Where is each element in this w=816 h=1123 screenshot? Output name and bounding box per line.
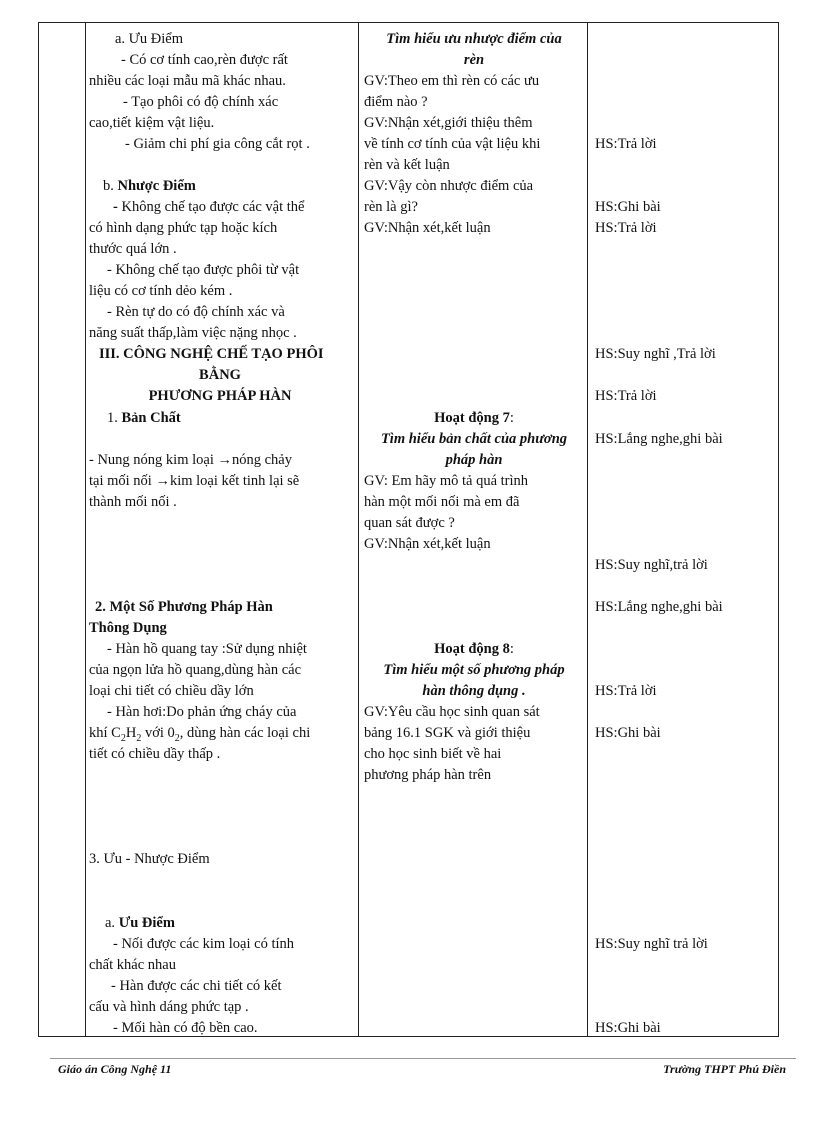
footer-title: Giáo án Công Nghệ 11 (58, 1062, 172, 1076)
student-line: HS:Trả lời (595, 220, 657, 236)
content-line: - Giảm chi phí gia công cắt rọt . (125, 136, 310, 152)
content-line: - Mối hàn có độ bền cao. (113, 1020, 258, 1036)
lesson-table (38, 22, 779, 1037)
student-line: HS:Lắng nghe,ghi bài (595, 431, 723, 447)
content-line: khí $C_2H_2$ với $0_2$, dùng hàn các loại chi (89, 725, 311, 744)
teacher-line: GV: Em hãy mô tả quá trình (364, 473, 529, 489)
teacher-line: bảng 16.1 SGK và giới thiệu (364, 725, 531, 741)
section-heading: PHƯƠNG PHÁP HÀN (148, 388, 292, 404)
section-heading: III. CÔNG NGHỆ CHẾ TẠO PHÔI (99, 346, 324, 362)
subheading-ban-chat: 1. Bản Chất (107, 410, 181, 426)
teacher-line: phương pháp hàn trên (364, 767, 492, 783)
student-line: HS:Suy nghĩ trả lời (595, 936, 708, 952)
footer-divider (50, 1058, 796, 1059)
teacher-line: về tính cơ tính của vật liệu khi (364, 136, 541, 152)
activity-title: Tìm hiểu ưu nhược điểm của (386, 31, 562, 47)
teacher-line: quan sát được ? (364, 515, 455, 531)
teacher-line: rèn và kết luận (364, 157, 450, 173)
content-line: - Nung nóng kim loại →nóng chảy (89, 452, 292, 468)
teacher-line: GV:Nhận xét,giới thiệu thêm (364, 115, 533, 131)
arrow-icon: → (217, 452, 232, 468)
content-line: thành mối nối . (89, 494, 177, 510)
teacher-line: hàn một mối nối mà em đã (364, 494, 520, 510)
content-line: - Tạo phôi có độ chính xác (123, 94, 279, 110)
content-column (85, 23, 359, 1036)
student-line: HS:Suy nghĩ,trả lời (595, 557, 708, 573)
section-heading: BẰNG (199, 367, 241, 383)
subheading-nhuoc-diem: b. Nhược Điểm (103, 178, 196, 194)
student-column (591, 23, 777, 1036)
content-line: nhiều các loại mẫu mã khác nhau. (89, 73, 286, 89)
student-line: HS:Trả lời (595, 388, 657, 404)
activity-title: Tìm hiểu một số phương pháp (383, 662, 565, 678)
content-line: tại mối nối →kim loại kết tinh lại sẽ (89, 473, 300, 489)
content-line: có hình dạng phức tạp hoặc kích (89, 220, 278, 236)
activity-heading: Hoạt động 7: (434, 410, 514, 426)
teacher-line: GV:Vậy còn nhược điểm của (364, 178, 534, 194)
content-line: a. Ưu Điểm (115, 31, 184, 47)
column-divider (587, 23, 588, 1036)
content-line: - Nối được các kim loại có tính (113, 936, 295, 952)
content-line: cấu và hình dáng phức tạp . (89, 999, 249, 1015)
content-line: cao,tiết kiệm vật liệu. (89, 115, 215, 131)
activity-title: hàn thông dụng . (422, 683, 526, 699)
teacher-line: cho học sinh biết về hai (364, 746, 502, 762)
teacher-line: rèn là gì? (364, 199, 418, 215)
activity-title: pháp hàn (445, 452, 503, 468)
arrow-icon: → (155, 473, 170, 489)
teacher-line: GV:Nhận xét,kết luận (364, 536, 491, 552)
activity-title: Tìm hiểu bản chất của phương (380, 431, 568, 447)
student-line: HS:Lắng nghe,ghi bài (595, 599, 723, 615)
teacher-column (362, 23, 586, 1036)
content-line: chất khác nhau (89, 957, 176, 973)
student-line: HS:Suy nghĩ ,Trả lời (595, 346, 716, 362)
content-line: liệu có cơ tính dẻo kém . (89, 283, 233, 299)
content-line: năng suất thấp,làm việc nặng nhọc . (89, 325, 297, 341)
footer-school: Trường THPT Phú Điền (663, 1062, 786, 1076)
content-line: - Không chế tạo được phôi từ vật (107, 262, 300, 278)
content-line: thước quá lớn . (89, 241, 177, 257)
student-line: HS:Ghi bài (595, 199, 661, 215)
content-line: - Hàn hơi:Do phản ứng cháy của (107, 704, 297, 720)
subheading-uu-diem: a. Ưu Điểm (105, 915, 175, 931)
student-line: HS:Trả lời (595, 136, 657, 152)
activity-title: rèn (463, 52, 485, 68)
content-line: tiết có chiều dầy thấp . (89, 746, 221, 762)
student-line: HS:Trả lời (595, 683, 657, 699)
subheading-phuong-phap-han: 2. Một Số Phương Pháp Hàn (95, 599, 273, 615)
teacher-line: GV:Yêu cầu học sinh quan sát (364, 704, 540, 720)
teacher-line: điểm nào ? (364, 94, 428, 110)
content-line: - Không chế tạo được các vật thể (113, 199, 305, 215)
content-line: - Hàn hồ quang tay :Sử dụng nhiệt (107, 641, 307, 657)
teacher-line: GV:Theo em thì rèn có các ưu (364, 73, 540, 89)
teacher-line: GV:Nhận xét,kết luận (364, 220, 491, 236)
content-line: - Hàn được các chi tiết có kết (111, 978, 282, 994)
content-line: - Có cơ tính cao,rèn được rất (121, 52, 288, 68)
student-line: HS:Ghi bài (595, 725, 661, 741)
content-line: - Rèn tự do có độ chính xác và (107, 304, 285, 320)
subheading-uu-nhuoc: 3. Ưu - Nhược Điểm (89, 851, 210, 867)
content-line: loại chi tiết có chiều dầy lớn (89, 683, 254, 699)
content-line: của ngọn lửa hồ quang,dùng hàn các (89, 662, 301, 678)
subheading-phuong-phap-han: Thông Dụng (89, 620, 167, 636)
student-line: HS:Ghi bài (595, 1020, 661, 1036)
activity-heading: Hoạt động 8: (434, 641, 514, 657)
